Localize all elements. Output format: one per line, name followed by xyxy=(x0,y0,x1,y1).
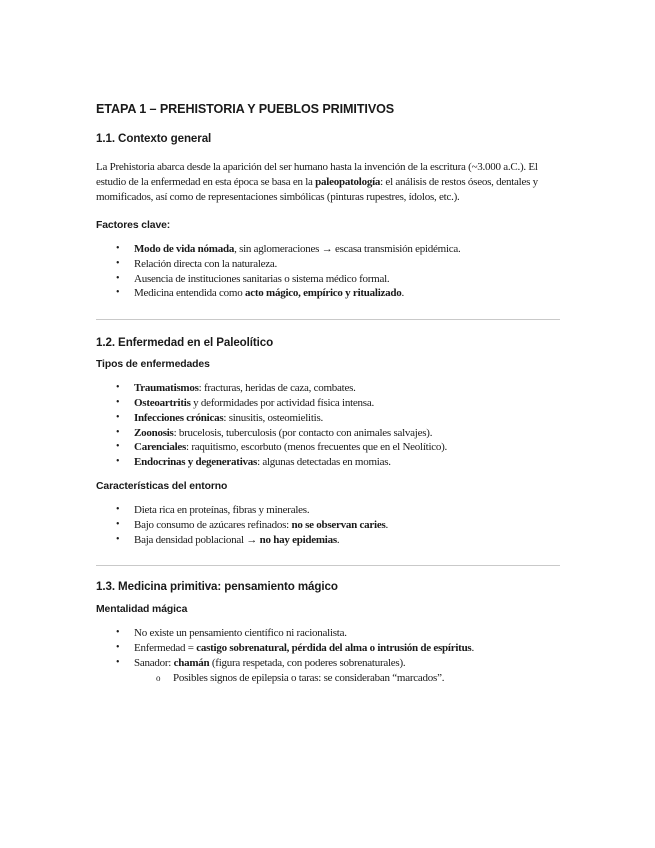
bullet-icon: • xyxy=(116,411,120,423)
text-run: Ausencia de instituciones sanitarias o sistema médico formal. xyxy=(134,272,390,285)
text-run: : el análisis de restos óseos, dentales y momificados, así como de representaciones simbólicas (pinturas rupestres, ídolos, etc.). xyxy=(96,176,538,203)
text-run: y deformidades por actividad física intensa. xyxy=(190,396,374,409)
text-run: Relación directa con la naturaleza. xyxy=(134,257,278,270)
bold-text: Modo de vida nómada xyxy=(134,243,235,255)
text-run: : sinusitis, osteomielitis. xyxy=(223,411,323,424)
list-item xyxy=(96,286,560,301)
bold-text: chamán xyxy=(173,656,210,669)
sub-bullet-icon: o xyxy=(156,672,161,683)
disease-types-label: Tipos de enfermedades xyxy=(96,359,210,371)
bold-text: Zoonosis xyxy=(134,426,174,439)
list-item xyxy=(96,381,560,396)
list-item xyxy=(96,242,560,257)
document-page xyxy=(96,102,560,686)
list-item xyxy=(96,411,560,426)
list-item xyxy=(96,440,560,455)
disease-types-list xyxy=(96,381,560,470)
text-run: . xyxy=(471,642,474,655)
bold-text: acto mágico, empírico y ritualizado xyxy=(245,287,402,300)
list-item xyxy=(96,455,560,470)
section-heading-magic-medicine: 1.3. Medicina primitiva: pensamiento mágico xyxy=(96,580,338,594)
bullet-icon: • xyxy=(116,272,120,284)
intro-paragraph xyxy=(96,160,560,205)
list-item xyxy=(96,426,560,441)
text-run: No existe un pensamiento científico ni racionalista. xyxy=(134,627,347,640)
section-heading-context: 1.1. Contexto general xyxy=(96,132,212,145)
text-run: : raquitismo, escorbuto (menos frecuentes que en el Neolítico). xyxy=(186,441,448,454)
magic-mentality-list xyxy=(96,626,560,685)
text-run: (figura respetada, con poderes sobrenaturales). xyxy=(209,656,406,669)
environment-label: Características del entorno xyxy=(96,480,228,492)
list-item xyxy=(96,641,560,656)
text-run: : brucelosis, tuberculosis (por contacto con animales salvajes). xyxy=(173,426,433,439)
bold-text: paleopatología xyxy=(315,176,381,188)
magic-mentality-label: Mentalidad mágica xyxy=(96,604,188,616)
bullet-icon: • xyxy=(116,426,120,438)
bullet-icon: • xyxy=(116,503,120,515)
text-run: : algunas detectadas en momias. xyxy=(257,456,391,469)
bullet-icon: • xyxy=(116,287,120,299)
text-run: Enfermedad = xyxy=(134,642,197,655)
sub-list-item xyxy=(96,671,560,686)
list-item xyxy=(96,257,560,272)
text-run: . xyxy=(385,518,389,531)
bullet-icon: • xyxy=(116,456,120,468)
text-run: Sanador: xyxy=(134,656,174,669)
bullet-icon: • xyxy=(116,518,120,530)
list-item xyxy=(96,518,560,533)
factors-list xyxy=(96,242,560,301)
bold-text: Traumatismos xyxy=(134,382,199,395)
environment-list xyxy=(96,503,560,547)
text-run: Baja densidad poblacional → xyxy=(134,533,260,546)
bold-text: no hay epidemias xyxy=(259,533,337,546)
section-heading-paleolithic: 1.2. Enfermedad en el Paleolítico xyxy=(96,336,274,350)
bullet-icon: • xyxy=(116,533,120,545)
bullet-icon: • xyxy=(116,243,120,254)
bold-text: Endocrinas y degenerativas xyxy=(134,456,258,469)
text-run: La Prehistoria abarca desde la aparición del ser humano hasta la invención de la escritura (~3.000 a.C.). El estudio de la enfermedad en esta época se basa en la xyxy=(96,161,538,188)
bullet-icon: • xyxy=(116,627,120,639)
text-run: Posibles signos de epilepsia o taras: se consideraban “marcados”. xyxy=(173,671,445,684)
list-item xyxy=(96,626,560,641)
list-item xyxy=(96,656,560,671)
text-run: Bajo consumo de azúcares refinados: xyxy=(134,518,292,531)
bold-text: Osteoartritis xyxy=(134,396,191,409)
text-run: : fracturas, heridas de caza, combates. xyxy=(198,382,356,395)
list-item xyxy=(96,396,560,411)
text-run: . xyxy=(401,287,405,300)
bullet-icon: • xyxy=(116,257,120,269)
bullet-icon: • xyxy=(116,656,120,668)
bold-text: Carenciales xyxy=(134,441,187,454)
text-run: Dieta rica en proteínas, fibras y minerales. xyxy=(134,503,310,516)
list-item xyxy=(96,272,560,287)
bullet-icon: • xyxy=(116,642,120,654)
text-run: , sin aglomeraciones → escasa transmisión epidémica. xyxy=(234,243,461,255)
bold-text: Infecciones crónicas xyxy=(134,411,224,424)
bullet-icon: • xyxy=(116,396,120,408)
list-item xyxy=(96,503,560,518)
bullet-icon: • xyxy=(116,382,120,394)
text-run: Medicina entendida como xyxy=(134,287,245,300)
bold-text: no se observan caries xyxy=(291,518,386,531)
bold-text: castigo sobrenatural, pérdida del alma o intrusión de espíritus xyxy=(196,642,472,655)
document-title: ETAPA 1 – PREHISTORIA Y PUEBLOS PRIMITIVOS xyxy=(96,102,395,116)
list-item xyxy=(96,533,560,548)
factors-label: Factores clave: xyxy=(96,220,171,231)
text-run: . xyxy=(336,533,340,546)
bullet-icon: • xyxy=(116,441,120,453)
